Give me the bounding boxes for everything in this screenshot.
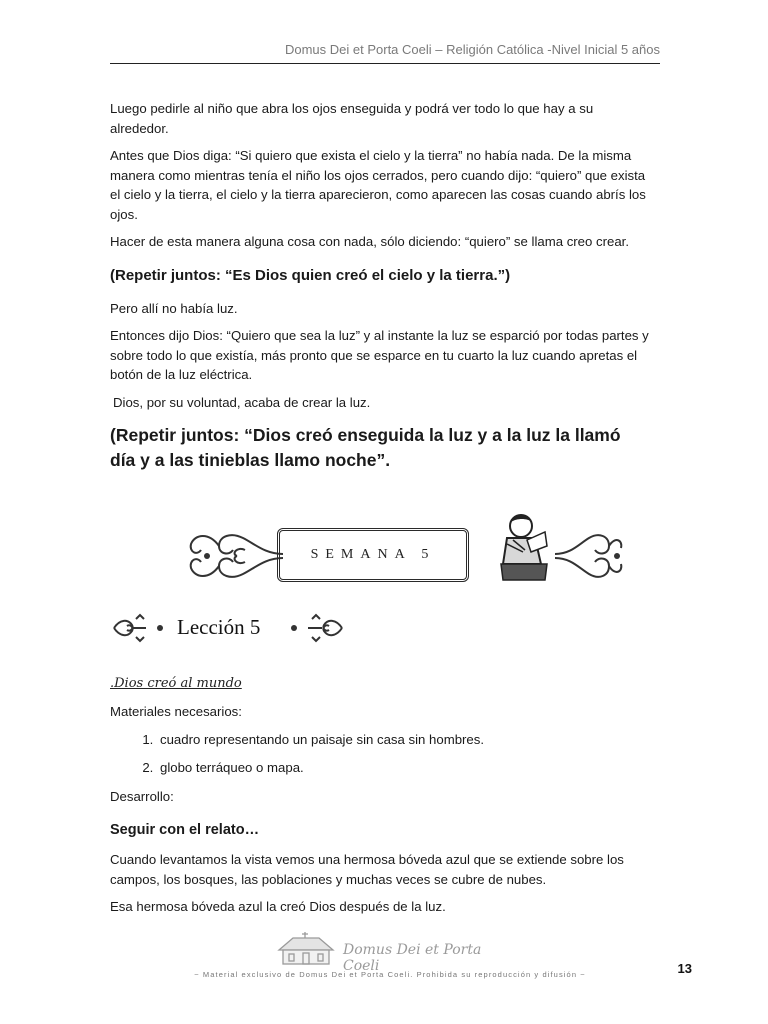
right-flourish-icon: [553, 520, 625, 592]
paragraph-god-created-vault: Esa hermosa bóveda azul la creó Dios después de la luz.: [110, 899, 446, 914]
paragraph-no-light: Pero allí no había luz.: [110, 300, 238, 316]
list-item: 2. globo terráqueo o mapa.: [157, 758, 650, 778]
repeat-together-heading-1: (Repetir juntos: “Es Dios quien creó el cielo y la tierra.”): [110, 266, 511, 284]
running-header: Domus Dei et Porta Coeli – Religión Católica -Nivel Inicial 5 años: [284, 42, 660, 57]
body-text-top: [110, 99, 650, 473]
paragraph-let-there-be-light: Entonces dijo Dios: “Quiero que sea la luz” y al instante la luz se esparció por todas partes y sobre todo lo que existía, más pronto que se esparce en tu cuarto la luz cuando apretas el botón de la luz eléctrica.: [110, 328, 649, 382]
header-rule: [110, 63, 660, 64]
left-ornament-icon: [112, 613, 172, 643]
materials-label: Materiales necesarios:: [110, 704, 242, 719]
paragraph-create-definition: Hacer de esta manera alguna cosa con nada, sólo diciendo: “quiero” se llama creo crear.: [110, 234, 629, 249]
week-label-box: [277, 528, 469, 582]
footer-logo: [275, 930, 505, 974]
child-reading-illustration-icon: [497, 510, 551, 582]
lesson-title: Lección 5: [177, 615, 261, 639]
paragraph-blue-vault: Cuando levantamos la vista vemos una hermosa bóveda azul que se extiende sobre los campos, los bosques, las poblaciones y muchas veces se cubre de nubes.: [110, 852, 624, 887]
repeat-together-heading-2: (Repetir juntos: “Dios creó enseguida la luz y a la luz la llamó día y a las tinieblas llamo noche”.: [110, 425, 621, 470]
church-building-icon: [275, 930, 337, 966]
materials-list: [110, 730, 650, 778]
right-ornament-icon: [284, 613, 344, 643]
lesson-body: [110, 676, 650, 925]
list-item: 1. cuadro representando un paisaje sin casa sin hombres.: [157, 730, 650, 750]
development-label: Desarrollo:: [110, 788, 174, 804]
week-label: SEMANA 5: [310, 547, 436, 562]
lesson-subtitle: .Dios creó al mundo: [110, 676, 242, 691]
week-banner: [185, 518, 605, 608]
page-number: 13: [677, 961, 692, 976]
paragraph-god-creates-light: Dios, por su voluntad, acaba de crear la luz.: [113, 394, 371, 410]
continue-story-heading: Seguir con el relato…: [110, 822, 260, 838]
lesson-heading: [112, 605, 412, 645]
paragraph-open-eyes: Luego pedirle al niño que abra los ojos enseguida y podrá ver todo lo que hay a su alrededor.: [110, 101, 594, 136]
footer-logo-text: Domus Dei et Porta Coeli: [343, 942, 482, 974]
left-flourish-icon: [185, 520, 285, 592]
paragraph-before-god: Antes que Dios diga: “Si quiero que exista el cielo y la tierra” no había nada. De la misma manera como mientras tenía el niño los ojos cerrados, pero cuando dijo: “quiero” que exista el cielo y la tierra, el cielo y la tierra aparecieron, como aparecen las cosas cuando abrís los ojos.: [110, 148, 646, 222]
footer-copyright-note: ~ Material exclusivo de Domus Dei et Porta Coeli. Prohibida su reproducción y difusión ~: [194, 970, 586, 979]
